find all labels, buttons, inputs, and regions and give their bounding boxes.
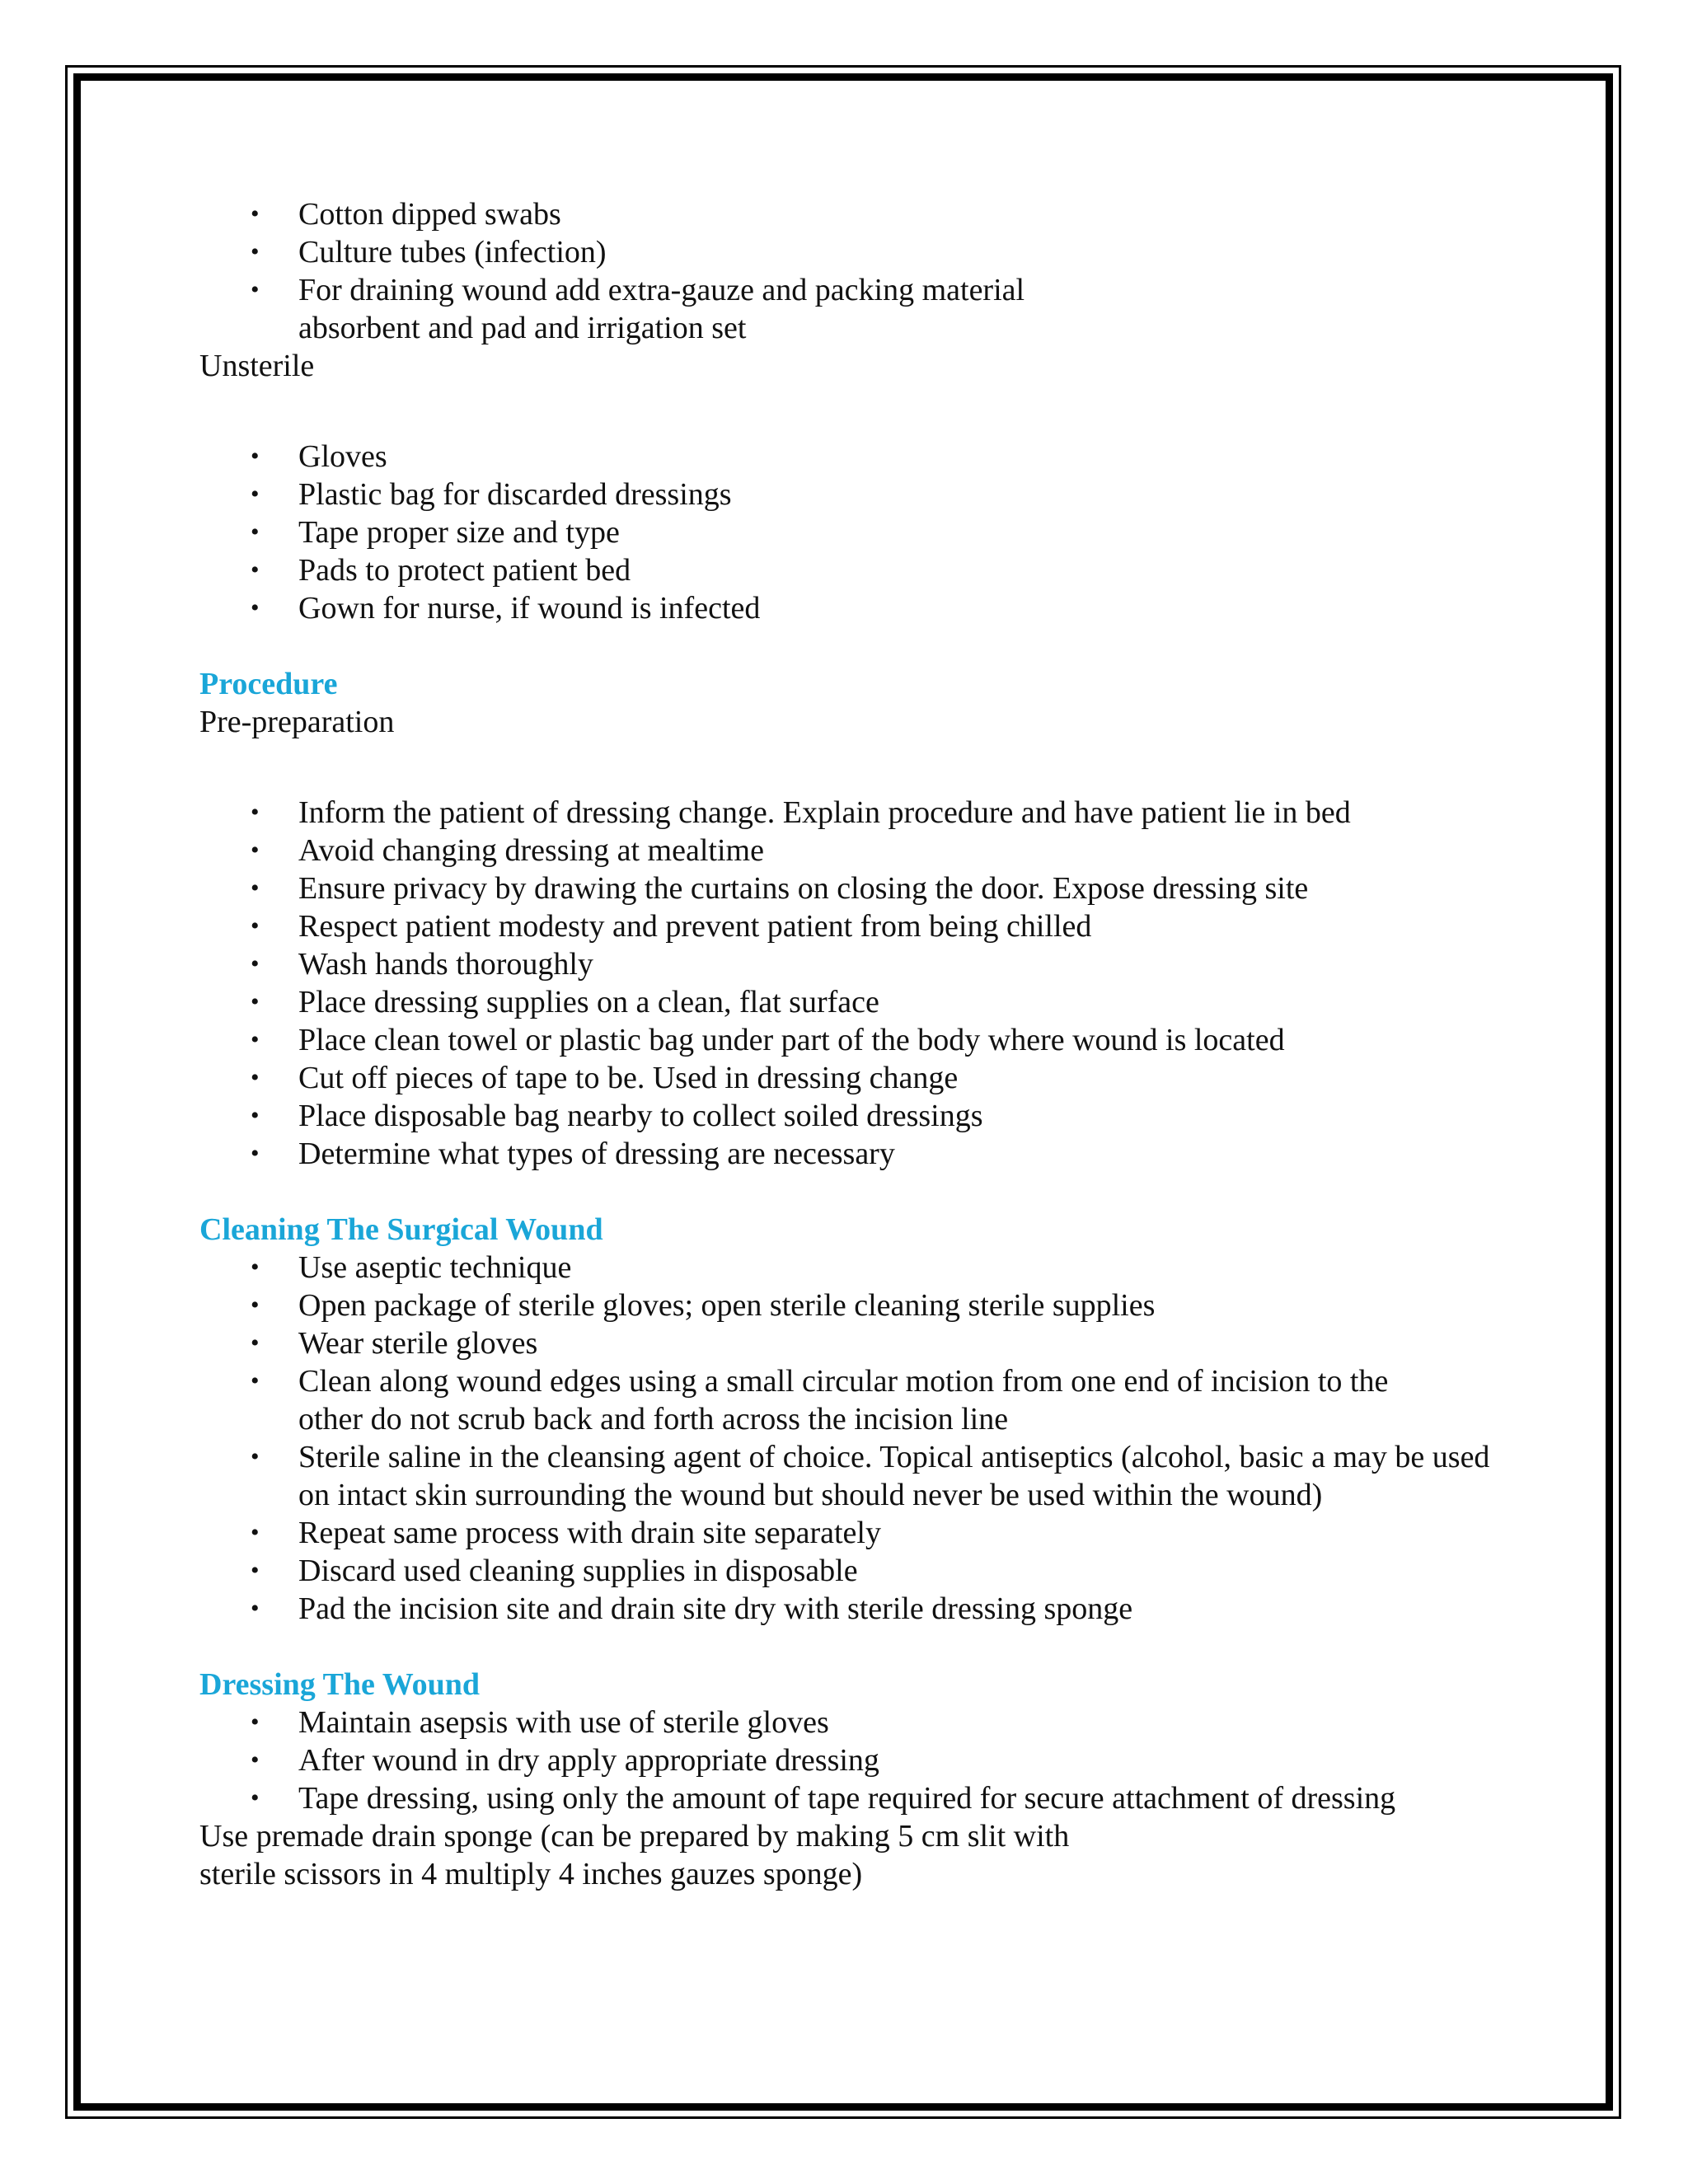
list-pre-preparation [199,794,1502,1173]
list-item: • Determine what types of dressing are necessary [251,1137,895,1171]
list-item: • Open package of sterile gloves; open sterile cleaning sterile supplies [251,1288,1156,1323]
pre-preparation-label: Pre-preparation [199,705,395,739]
bullet-icon: • [251,912,260,940]
list-unsterile-supplies [199,438,1502,627]
list-cleaning [199,1249,1502,1628]
bullet-icon: • [251,1519,260,1546]
dressing-heading: Dressing The Wound [199,1667,481,1702]
list-dressing [199,1704,1502,1817]
list-item: • Clean along wound edges using a small circular motion from one end of incision to the other do not scrub back and forth across the incision line [251,1364,1389,1436]
list-item: • Plastic bag for discarded dressings [251,477,732,512]
bullet-icon: • [251,200,260,227]
bullet-icon: • [251,837,260,864]
bullet-icon: • [251,799,260,826]
list-item: • Gown for nurse, if wound is infected [251,591,761,626]
bullet-icon: • [251,1557,260,1584]
bullet-icon: • [251,1329,260,1357]
list-item: • Wash hands thoroughly [251,947,593,982]
list-item: • Ensure privacy by drawing the curtains on closing the door. Expose dressing site [251,871,1309,906]
list-item: • Pad the incision site and drain site dry with sterile dressing sponge [251,1591,1133,1626]
bullet-icon: • [251,1291,260,1319]
bullet-icon: • [251,950,260,977]
bullet-icon: • [251,874,260,902]
document-body [199,195,1502,1893]
list-item: • Cut off pieces of tape to be. Used in dressing change [251,1061,959,1095]
list-item: • After wound in dry apply appropriate dressing [251,1743,879,1778]
bullet-icon: • [251,1026,260,1053]
list-item: • Avoid changing dressing at mealtime [251,833,764,868]
bullet-icon: • [251,1595,260,1622]
bullet-icon: • [251,556,260,583]
list-item: • Maintain asepsis with use of sterile gloves [251,1705,829,1740]
unsterile-label: Unsterile [199,349,315,383]
bullet-icon: • [251,988,260,1015]
bullet-icon: • [251,1708,260,1736]
closing-paragraph: Use premade drain sponge (can be prepared by making 5 cm slit with sterile scissors in 4 multiply 4 inches gauzes sponge) [199,1819,1070,1891]
list-item: • Use aseptic technique [251,1250,572,1285]
list-item: • Sterile saline in the cleansing agent of choice. Topical antiseptics (alcohol, basic a may be used on intact skin surrounding the wound but should never be used within the wound) [251,1440,1490,1512]
list-item: • Place clean towel or plastic bag under part of the body where wound is located [251,1023,1285,1057]
list-item: • Discard used cleaning supplies in disposable [251,1554,858,1588]
list-item: • Pads to protect patient bed [251,553,631,588]
list-item: • Culture tubes (infection) [251,235,607,269]
procedure-heading: Procedure [199,667,338,701]
bullet-icon: • [251,1367,260,1394]
bullet-icon: • [251,1784,260,1811]
bullet-icon: • [251,238,260,265]
list-item: • Tape dressing, using only the amount of tape required for secure attachment of dressing [251,1781,1396,1816]
list-item: • Repeat same process with drain site separately [251,1516,881,1550]
list-item: • Tape proper size and type [251,515,620,550]
list-item: • Wear sterile gloves [251,1326,538,1361]
bullet-icon: • [251,1102,260,1129]
bullet-icon: • [251,1746,260,1774]
list-item: • For draining wound add extra-gauze and packing material absorbent and pad and irrigation set [251,273,1025,345]
list-sterile-supplies [199,195,1502,347]
bullet-icon: • [251,1064,260,1091]
list-item: • Gloves [251,439,387,474]
bullet-icon: • [251,1254,260,1281]
list-item: • Inform the patient of dressing change. Explain procedure and have patient lie in bed [251,795,1351,830]
list-item: • Respect patient modesty and prevent patient from being chilled [251,909,1092,944]
bullet-icon: • [251,480,260,508]
list-item: • Place dressing supplies on a clean, flat surface [251,985,879,1019]
cleaning-heading: Cleaning The Surgical Wound [199,1212,603,1247]
bullet-icon: • [251,594,260,621]
bullet-icon: • [251,1140,260,1167]
bullet-icon: • [251,1443,260,1470]
bullet-icon: • [251,518,260,546]
list-item: • Place disposable bag nearby to collect soiled dressings [251,1099,983,1133]
list-item: • Cotton dipped swabs [251,197,561,232]
bullet-icon: • [251,443,260,470]
bullet-icon: • [251,276,260,303]
